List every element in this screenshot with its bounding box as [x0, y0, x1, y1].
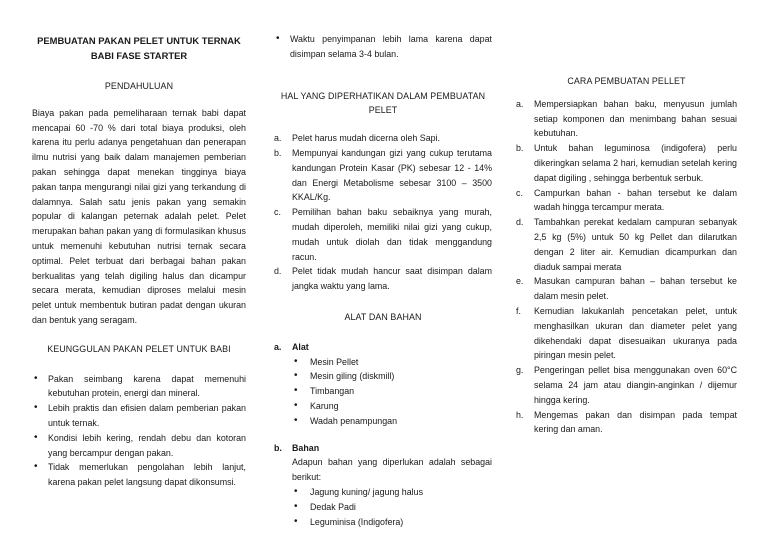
- column-middle: [274, 0, 492, 529]
- list-item: e. Masukan campuran bahan – bahan tersebut ke dalam mesin pelet.: [516, 276, 737, 302]
- advantages-heading: KEUNGGULAN PAKAN PELET UNTUK BABI: [47, 343, 231, 354]
- bahan-items: [292, 485, 492, 529]
- steps-heading: CARA PEMBUATAN PELLET: [567, 76, 686, 86]
- list-item: b. Mempunyai kandungan gizi yang cukup terutama kandungan Protein Kasar (PK) sebesar 12 - 14% dan Energi Metabolisme sebesar 3100 – 3500 KKAL/Kg.: [274, 147, 492, 203]
- bahan-section: b. Bahan Adapun bahan yang diperlukan adalah sebagai berikut: • Jagung kuning/ jagung halus • Dedak Padi • Leguminisa (Indigofera): [274, 441, 492, 530]
- list-item: d. Pelet tidak mudah hancur saat disimpan dalam jangka waktu yang lama.: [274, 266, 492, 292]
- tools-heading: ALAT DAN BAHAN: [344, 311, 422, 322]
- tools-list: [274, 340, 492, 530]
- bahan-label: Bahan: [292, 442, 320, 453]
- list-item: a. Pelet harus mudah dicerna oleh Sapi.: [274, 133, 441, 144]
- alat-items: [292, 355, 492, 429]
- advantages-list: [32, 372, 246, 490]
- list-item: • Lebih praktis dan efisien dalam pemberian pakan untuk ternak.: [32, 401, 246, 431]
- list-item: d. Tambahkan perekat kedalam campuran sebanyak 2,5 kg (5%) untuk 50 kg Pellet dan dilarutkan dengan 2 liter air. Kemudian dicampurkan dan diaduk sampai merata: [516, 217, 737, 272]
- list-item: • Kondisi lebih kering, rendah debu dan kotoran yang bercampur dengan pakan.: [32, 431, 246, 461]
- column-right: [516, 0, 737, 437]
- storage-list: [274, 32, 492, 62]
- list-item: • Jagung kuning/ jagung halus: [292, 485, 492, 500]
- list-item: f. Kemudian lakukanlah pencetakan pelet, untuk menghasilkan ukuran dan diameter pelet yang dikehendaki dapat disesuaikan ukuranya pada piringan mesin pelet.: [516, 305, 737, 361]
- list-item: • Dedak Padi: [292, 500, 492, 515]
- column-left: [32, 0, 246, 490]
- list-item: g. Pengeringan pellet bisa menggunakan oven 60°C selama 24 jam atau diangin-anginkan / dijemur hingga kering.: [516, 365, 737, 405]
- list-item: a. Mempersiapkan bahan baku, menyusun jumlah setiap komponen dan menimbang bahan sesuai kebutuhan.: [516, 98, 737, 139]
- bahan-description: Adapun bahan yang diperlukan adalah sebagai berikut:: [292, 457, 492, 483]
- list-item: • Mesin Pellet: [292, 355, 492, 370]
- list-item: • Wadah penampungan: [292, 414, 492, 429]
- list-item: • Pakan seimbang karena dapat memenuhi kebutuhan protein, energi dan mineral.: [32, 372, 246, 402]
- list-item: • Waktu penyimpanan lebih lama karena dapat disimpan selama 3-4 bulan.: [274, 32, 492, 62]
- alat-label: Alat: [292, 341, 309, 352]
- notes-list: [274, 131, 492, 294]
- alat-section: a. Alat • Mesin Pellet • Mesin giling (diskmill) • Timbangan • Karung • Wadah penampungan: [274, 340, 492, 429]
- notes-heading: HAL YANG DIPERHATIKAN DALAM PEMBUATAN PELET: [280, 90, 486, 116]
- list-item: • Mesin giling (diskmill): [292, 369, 492, 384]
- list-item: • Leguminisa (Indigofera): [292, 515, 492, 530]
- intro-heading: PENDAHULUAN: [104, 81, 174, 91]
- steps-list: [516, 97, 737, 437]
- intro-paragraph: Biaya pakan pada pemeliharaan ternak babi dapat mencapai 60 -70 % dari total biaya produksi, oleh karena itu perlu adanya pengetahuan dan penerapan ilmu nutrisi yang baik dalam manajemen pemberian pakan sehingga dapat menekan tingginya biaya pakan tanpa mengurangi nilai gizi yang terkandung di dalamnya. Salah satu jenis pakan yang semakin popular di kalangan peternak adalah pelet. Pelet merupakan bahan pakan yang di formulasikan khusus untuk memenuhi kebutuhan nutrisi ternak secara optimal. Pelet terbuat dari berbagai bahan pakan berkualitas yang telah digiling halus dan dicampur secara merata, kemudian diproses melalui mesin pelet untuk membentuk butiran padat dengan ukuran dan bentuk yang seragam.: [32, 107, 246, 325]
- list-item: h. Mengemas pakan dan disimpan pada tempat kering dan aman.: [516, 409, 737, 435]
- document-title: PEMBUATAN PAKAN PELET UNTUK TERNAK BABI FASE STARTER: [37, 35, 241, 61]
- list-item: • Karung: [292, 399, 492, 414]
- list-item: c. Campurkan bahan - bahan tersebut ke dalam wadah hingga tercampur merata.: [516, 187, 737, 213]
- list-item: • Tidak memerlukan pengolahan lebih lanjut, karena pakan pelet langsung dapat dikonsumsi.: [32, 460, 246, 490]
- list-item: b. Untuk bahan leguminosa (indigofera) perlu dikeringkan selama 2 hari, kemudian setelah kering dapat digiling , sehingga berbentuk serbuk.: [516, 143, 737, 183]
- list-item: c. Pemilihan bahan baku sebaiknya yang murah, mudah diperoleh, memiliki nilai gizi yang cukup, mudah untuk diolah dan tidak menggandung racun.: [274, 207, 492, 262]
- list-item: • Timbangan: [292, 384, 492, 399]
